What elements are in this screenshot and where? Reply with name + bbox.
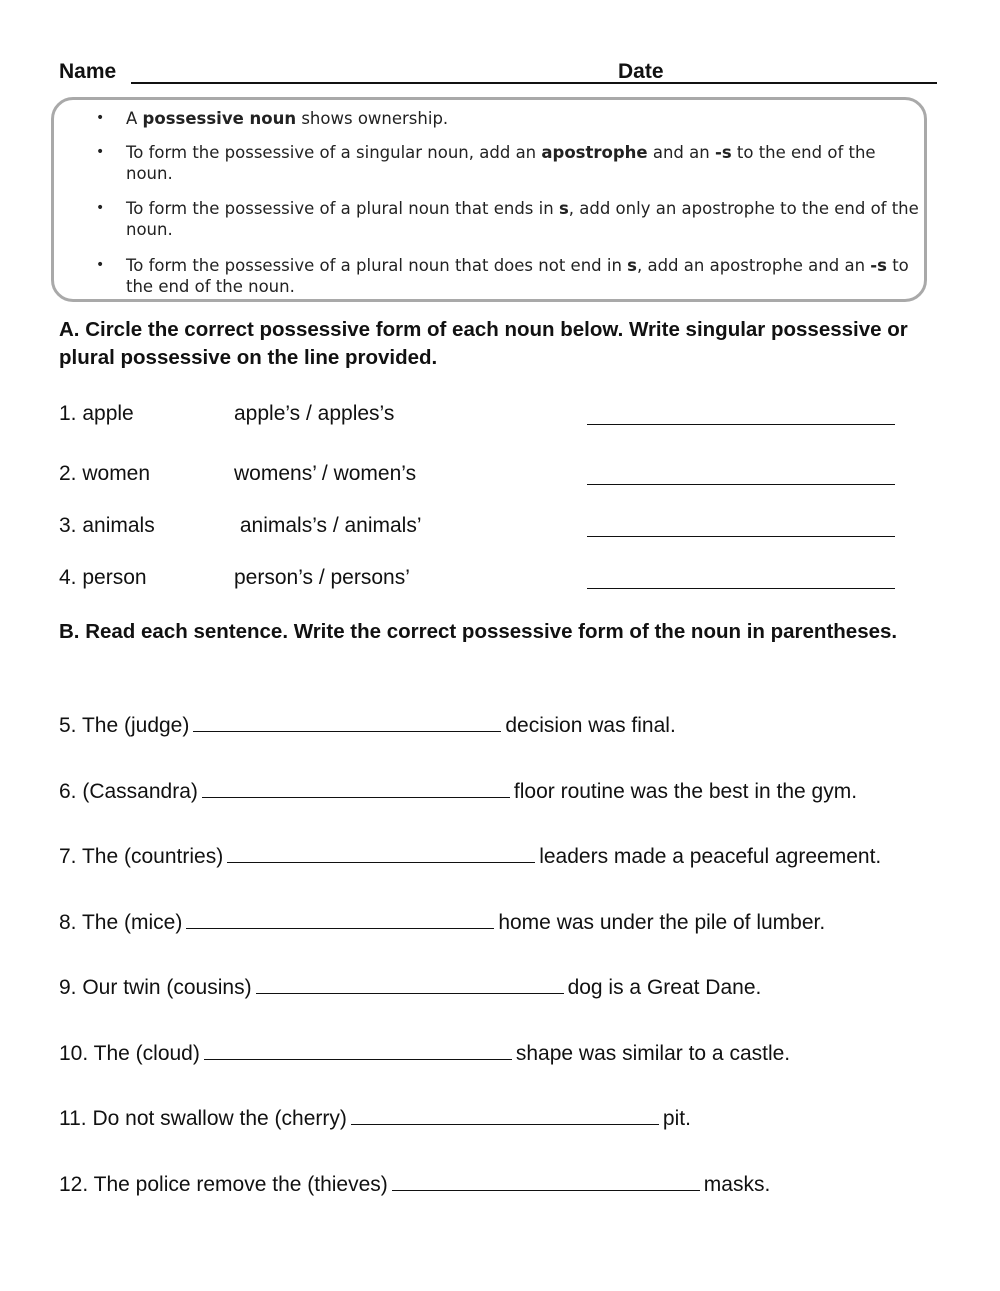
sentence-start: 10. The (cloud) (59, 1042, 200, 1065)
sentence-end: pit. (662, 1107, 691, 1130)
answer-blank[interactable] (193, 713, 501, 732)
answer-line[interactable] (587, 588, 895, 589)
sentence-row (59, 779, 959, 809)
answer-blank[interactable] (256, 975, 564, 994)
sentence-start: 6. (Cassandra) (59, 780, 198, 803)
rule-item: • A possessive noun shows ownership. (96, 109, 449, 128)
sentence-end: floor routine was the best in the gym. (513, 780, 858, 803)
answer-blank[interactable] (202, 779, 510, 798)
bullet-icon: • (96, 144, 105, 160)
sentence-end: masks. (703, 1173, 771, 1196)
name-field-line[interactable] (131, 82, 671, 84)
sentence-start: 5. The (judge) (59, 714, 190, 737)
noun-row (59, 514, 919, 544)
noun-row (59, 462, 919, 492)
emphasis: apostrophe (541, 143, 648, 162)
sentence-start: 7. The (countries) (59, 845, 224, 868)
sentence-end: decision was final. (505, 714, 676, 737)
possessive-choices[interactable]: person’s / persons’ (234, 566, 410, 589)
emphasis: s (558, 199, 569, 218)
answer-blank[interactable] (227, 844, 535, 863)
rule-item: • To form the possessive of a singular noun, add an apostrophe and an -s to the end of the noun. (96, 143, 876, 183)
sentence-row (59, 1106, 959, 1136)
emphasis: -s (870, 256, 887, 275)
sentence-start: 11. Do not swallow the (cherry) (59, 1107, 347, 1130)
emphasis: s (627, 256, 637, 275)
sentence-end: leaders made a peaceful agreement. (539, 845, 882, 868)
answer-blank[interactable] (392, 1172, 700, 1191)
emphasis: -s (714, 143, 732, 162)
name-label: Name (59, 60, 117, 83)
sentence-start: 9. Our twin (cousins) (59, 976, 252, 999)
noun-row (59, 402, 919, 432)
sentence-end: shape was similar to a castle. (515, 1042, 791, 1065)
sentence-row (59, 910, 959, 940)
rules-box (51, 97, 927, 302)
section-b-title: B. Read each sentence. Write the correct possessive form of the noun in parentheses. (59, 620, 898, 643)
rule-item: • To form the possessive of a plural noun that ends in s, add only an apostrophe to the end of the noun. (96, 199, 919, 239)
noun-label: 4. person (59, 566, 147, 589)
sentence-end: dog is a Great Dane. (567, 976, 762, 999)
possessive-choices[interactable]: apple’s / apples’s (234, 402, 395, 425)
possessive-choices[interactable]: womens’ / women’s (234, 462, 417, 485)
answer-line[interactable] (587, 484, 895, 485)
answer-line[interactable] (587, 424, 895, 425)
answer-blank[interactable] (351, 1106, 659, 1125)
emphasis: possessive noun (142, 109, 297, 128)
date-field-line[interactable] (671, 82, 937, 84)
noun-row (59, 566, 919, 596)
noun-label: 3. animals (59, 514, 155, 537)
sentence-start: 12. The police remove the (thieves) (59, 1173, 388, 1196)
answer-line[interactable] (587, 536, 895, 537)
bullet-icon: • (96, 110, 105, 126)
bullet-icon: • (96, 200, 105, 216)
sentence-row (59, 975, 959, 1005)
noun-label: 2. women (59, 462, 151, 485)
noun-label: 1. apple (59, 402, 134, 425)
sentence-start: 8. The (mice) (59, 911, 183, 934)
sentence-end: home was under the pile of lumber. (498, 911, 826, 934)
sentence-row (59, 713, 959, 743)
section-a-title: A. Circle the correct possessive form of each noun below. Write singular possessive or plural possessive on the line provided. (59, 318, 908, 369)
sentence-row (59, 1041, 959, 1071)
sentence-row (59, 1172, 959, 1202)
rule-item: • To form the possessive of a plural noun that does not end in s, add an apostrophe and an -s to the end of the noun. (96, 256, 909, 296)
bullet-icon: • (96, 257, 105, 273)
date-label: Date (618, 60, 664, 83)
worksheet-header (59, 58, 939, 88)
answer-blank[interactable] (204, 1041, 512, 1060)
answer-blank[interactable] (186, 910, 494, 929)
possessive-choices[interactable]: animals’s / animals’ (234, 514, 422, 537)
sentence-row (59, 844, 959, 874)
